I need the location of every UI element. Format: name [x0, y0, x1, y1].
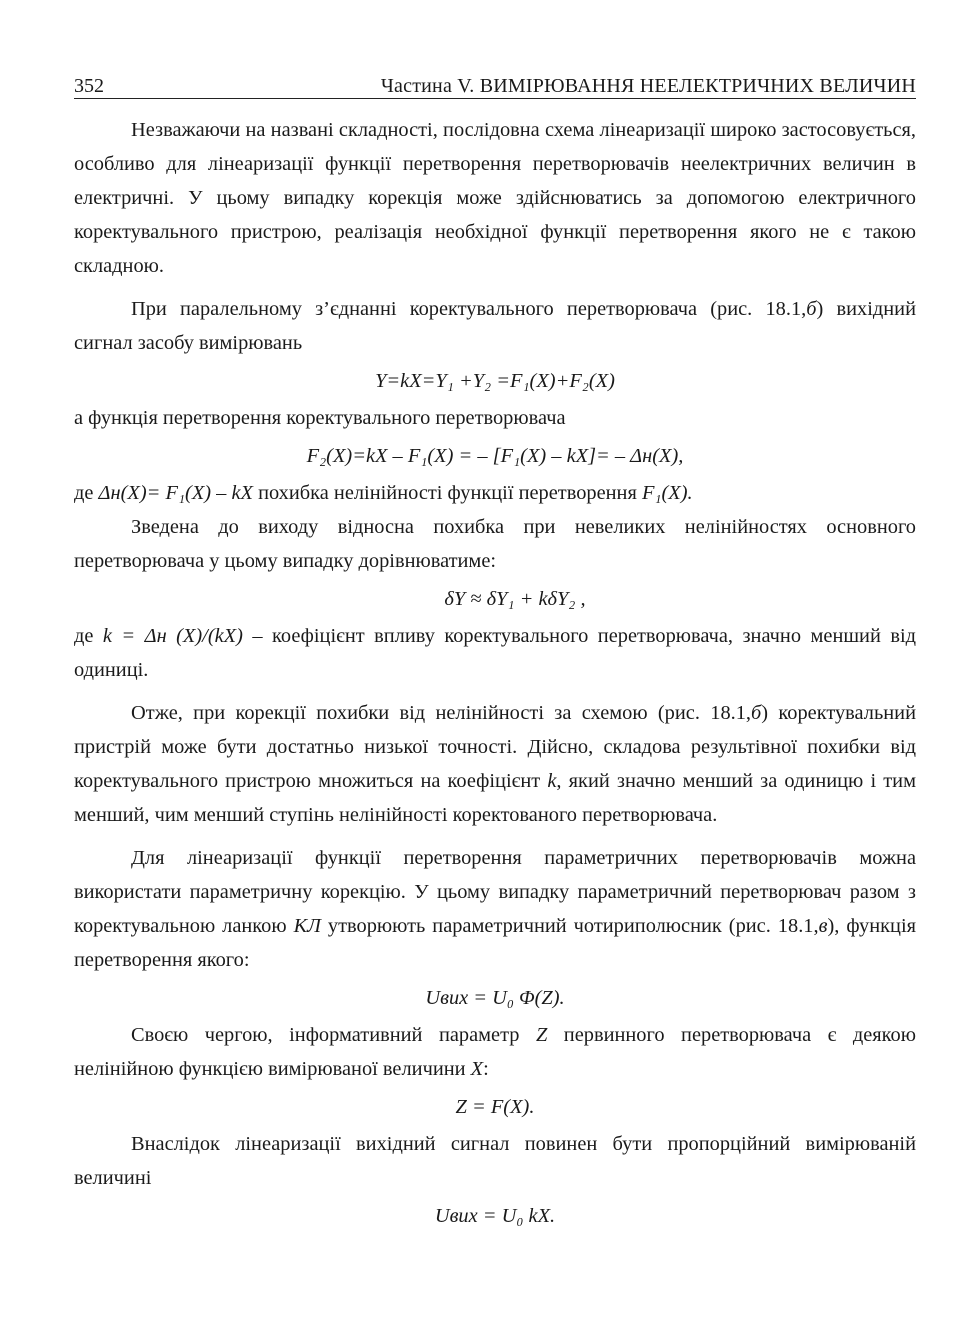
page-body — [74, 113, 916, 1236]
paragraph-2: При паралельному з’єднанні коректувального перетворювача (рис. 18.1,б) вихідний сигнал засобу вимірювань — [74, 298, 916, 354]
page-number: 352 — [74, 75, 104, 97]
equation-correction-function: F₂(X)=kX – F₁(X) = – [F₁(X) – kX]= – Δн(X), — [306, 445, 684, 467]
paragraph-9: Своєю чергою, інформативний параметр Z первинного перетворювача є деякою нелінійною функцією вимірюваної величини X: — [74, 1024, 916, 1080]
equation-linear-output: Uвих = U₀ kX. — [434, 1205, 556, 1227]
paragraph-10: Внаслідок лінеаризації вихідний сигнал повинен бути пропорційний вимірюваній величині — [74, 1133, 916, 1189]
page-header — [74, 74, 916, 99]
running-head: Частина V. ВИМІРЮВАННЯ НЕЕЛЕКТРИЧНИХ ВЕЛИЧИН — [380, 75, 916, 97]
paragraph-7: Отже, при корекції похибки від нелінійності за схемою (рис. 18.1,б) коректувальний пристрій може бути достатньо низької точності. Дійсно, складова результівної похибки від коректувального пристрою множиться на коефіцієнт k, який значно менший за одиницю і тим менший, чим менший ступінь нелінійності коректованого перетворювача. — [74, 702, 916, 826]
paragraph-6: де k = Δн (X)/(kX) – коефіцієнт впливу коректувального перетворювача, значно менший від одиниці. — [74, 625, 917, 681]
equation-relative-error: δY ≈ δY₁ + kδY₂ , — [444, 588, 586, 610]
paragraph-8: Для лінеаризації функції перетворення параметричних перетворювачів можна використати параметричну корекцію. У цьому випадку параметричний перетворювач разом з коректувальною ланкою КЛ утворюють параметричний чотириполюсник (рис. 18.1,в), функція перетворення якого: — [74, 847, 916, 971]
equation-quadripole-output: Uвих = U₀ Φ(Z). — [425, 987, 565, 1009]
equation-output-signal: Y=kX=Y₁ +Y₂ =F₁(X)+F₂(X) — [375, 370, 615, 392]
equation-informative-parameter: Z = F(X). — [455, 1096, 535, 1118]
paragraph-5: Зведена до виходу відносна похибка при невеликих нелінійностях основного перетворювача у цьому випадку дорівнюватиме: — [74, 516, 916, 572]
paragraph-1: Незважаючи на названі складності, послідовна схема лінеаризації широко застосовується, особливо для лінеаризації функції перетворення перетворювачів неелектричних величин в електричні. У цьому випадку корекція може здійснюватись за допомогою електричного коректувального пристрою, реалізація необхідної функції перетворення якого не є такою складною. — [74, 119, 916, 277]
paragraph-4: де Δн(X)= F₁(X) – kX похибка нелінійності функції перетворення F₁(X). — [74, 482, 693, 504]
paragraph-3: а функція перетворення коректувального перетворювача — [74, 407, 566, 429]
